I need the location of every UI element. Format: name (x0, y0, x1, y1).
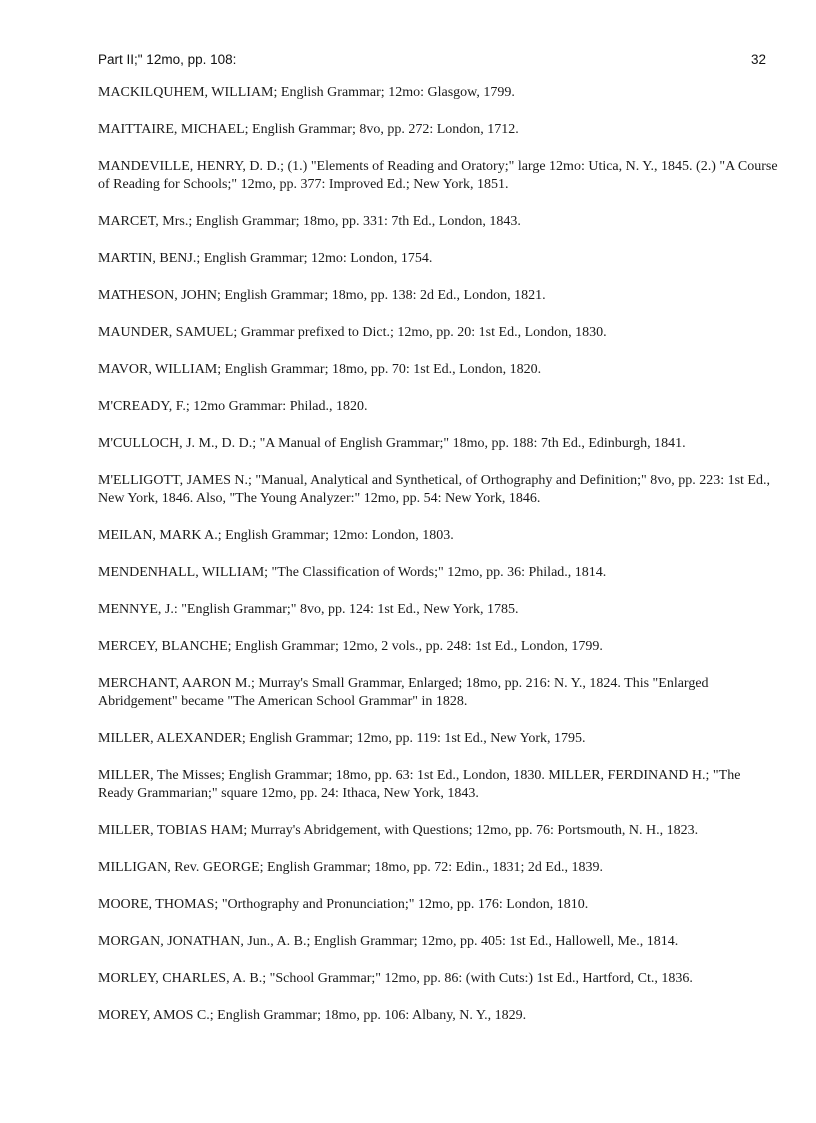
bibliography-entry: MILLER, The Misses; English Grammar; 18mo, pp. 63: 1st Ed., London, 1830. MILLER, FERDINAND H.; "The Ready Grammarian;" square 12mo, pp. 24: Ithaca, New York, 1843. (98, 768, 741, 801)
bibliography-entry: MERCHANT, AARON M.; Murray's Small Grammar, Enlarged; 18mo, pp. 216: N. Y., 1824. This "Enlarged Abridgement" became "The American School Grammar" in 1828. (98, 676, 709, 709)
bibliography-entry: M'CREADY, F.; 12mo Grammar: Philad., 1820. (98, 399, 368, 414)
bibliography-entry: MEILAN, MARK A.; English Grammar; 12mo: London, 1803. (98, 528, 454, 543)
bibliography-entry: MAUNDER, SAMUEL; Grammar prefixed to Dict.; 12mo, pp. 20: 1st Ed., London, 1830. (98, 325, 607, 340)
running-header: Part II;" 12mo, pp. 108: (98, 52, 237, 67)
bibliography-list (98, 84, 778, 1044)
bibliography-entry: MARTIN, BENJ.; English Grammar; 12mo: London, 1754. (98, 251, 433, 266)
bibliography-entry: M'CULLOCH, J. M., D. D.; "A Manual of English Grammar;" 18mo, pp. 188: 7th Ed., Edinburgh, 1841. (98, 436, 686, 451)
page-header (98, 52, 766, 72)
bibliography-entry: MILLIGAN, Rev. GEORGE; English Grammar; 18mo, pp. 72: Edin., 1831; 2d Ed., 1839. (98, 860, 603, 875)
bibliography-entry: MATHESON, JOHN; English Grammar; 18mo, pp. 138: 2d Ed., London, 1821. (98, 288, 546, 303)
bibliography-entry: MARCET, Mrs.; English Grammar; 18mo, pp. 331: 7th Ed., London, 1843. (98, 214, 521, 229)
bibliography-entry: MILLER, TOBIAS HAM; Murray's Abridgement, with Questions; 12mo, pp. 76: Portsmouth, N. H., 1823. (98, 823, 699, 838)
page-number: 32 (750, 52, 766, 67)
bibliography-entry: MOORE, THOMAS; "Orthography and Pronunciation;" 12mo, pp. 176: London, 1810. (98, 897, 589, 912)
bibliography-entry: MERCEY, BLANCHE; English Grammar; 12mo, 2 vols., pp. 248: 1st Ed., London, 1799. (98, 639, 603, 654)
bibliography-entry: MACKILQUHEM, WILLIAM; English Grammar; 12mo: Glasgow, 1799. (98, 85, 515, 100)
bibliography-entry: MOREY, AMOS C.; English Grammar; 18mo, pp. 106: Albany, N. Y., 1829. (98, 1008, 527, 1023)
bibliography-entry: MILLER, ALEXANDER; English Grammar; 12mo, pp. 119: 1st Ed., New York, 1795. (98, 731, 586, 746)
bibliography-entry: M'ELLIGOTT, JAMES N.; "Manual, Analytical and Synthetical, of Orthography and Definition;" 8vo, pp. 223: 1st Ed., New York, 1846. Also, "The Young Analyzer:" 12mo, pp. 54: New York, 1846. (98, 473, 770, 506)
bibliography-entry: MENDENHALL, WILLIAM; "The Classification of Words;" 12mo, pp. 36: Philad., 1814. (98, 565, 607, 580)
bibliography-entry: MORGAN, JONATHAN, Jun., A. B.; English Grammar; 12mo, pp. 405: 1st Ed., Hallowell, Me., 1814. (98, 934, 679, 949)
bibliography-entry: MORLEY, CHARLES, A. B.; "School Grammar;" 12mo, pp. 86: (with Cuts:) 1st Ed., Hartford, Ct., 1836. (98, 971, 693, 986)
bibliography-entry: MENNYE, J.: "English Grammar;" 8vo, pp. 124: 1st Ed., New York, 1785. (98, 602, 519, 617)
bibliography-entry: MAITTAIRE, MICHAEL; English Grammar; 8vo, pp. 272: London, 1712. (98, 122, 519, 137)
bibliography-entry: MAVOR, WILLIAM; English Grammar; 18mo, pp. 70: 1st Ed., London, 1820. (98, 362, 542, 377)
bibliography-entry: MANDEVILLE, HENRY, D. D.; (1.) "Elements of Reading and Oratory;" large 12mo: Utica, N. Y., 1845. (2.) "A Course of Reading for Schools;" 12mo, pp. 377: Improved Ed.; New York, 1851. (98, 159, 778, 192)
